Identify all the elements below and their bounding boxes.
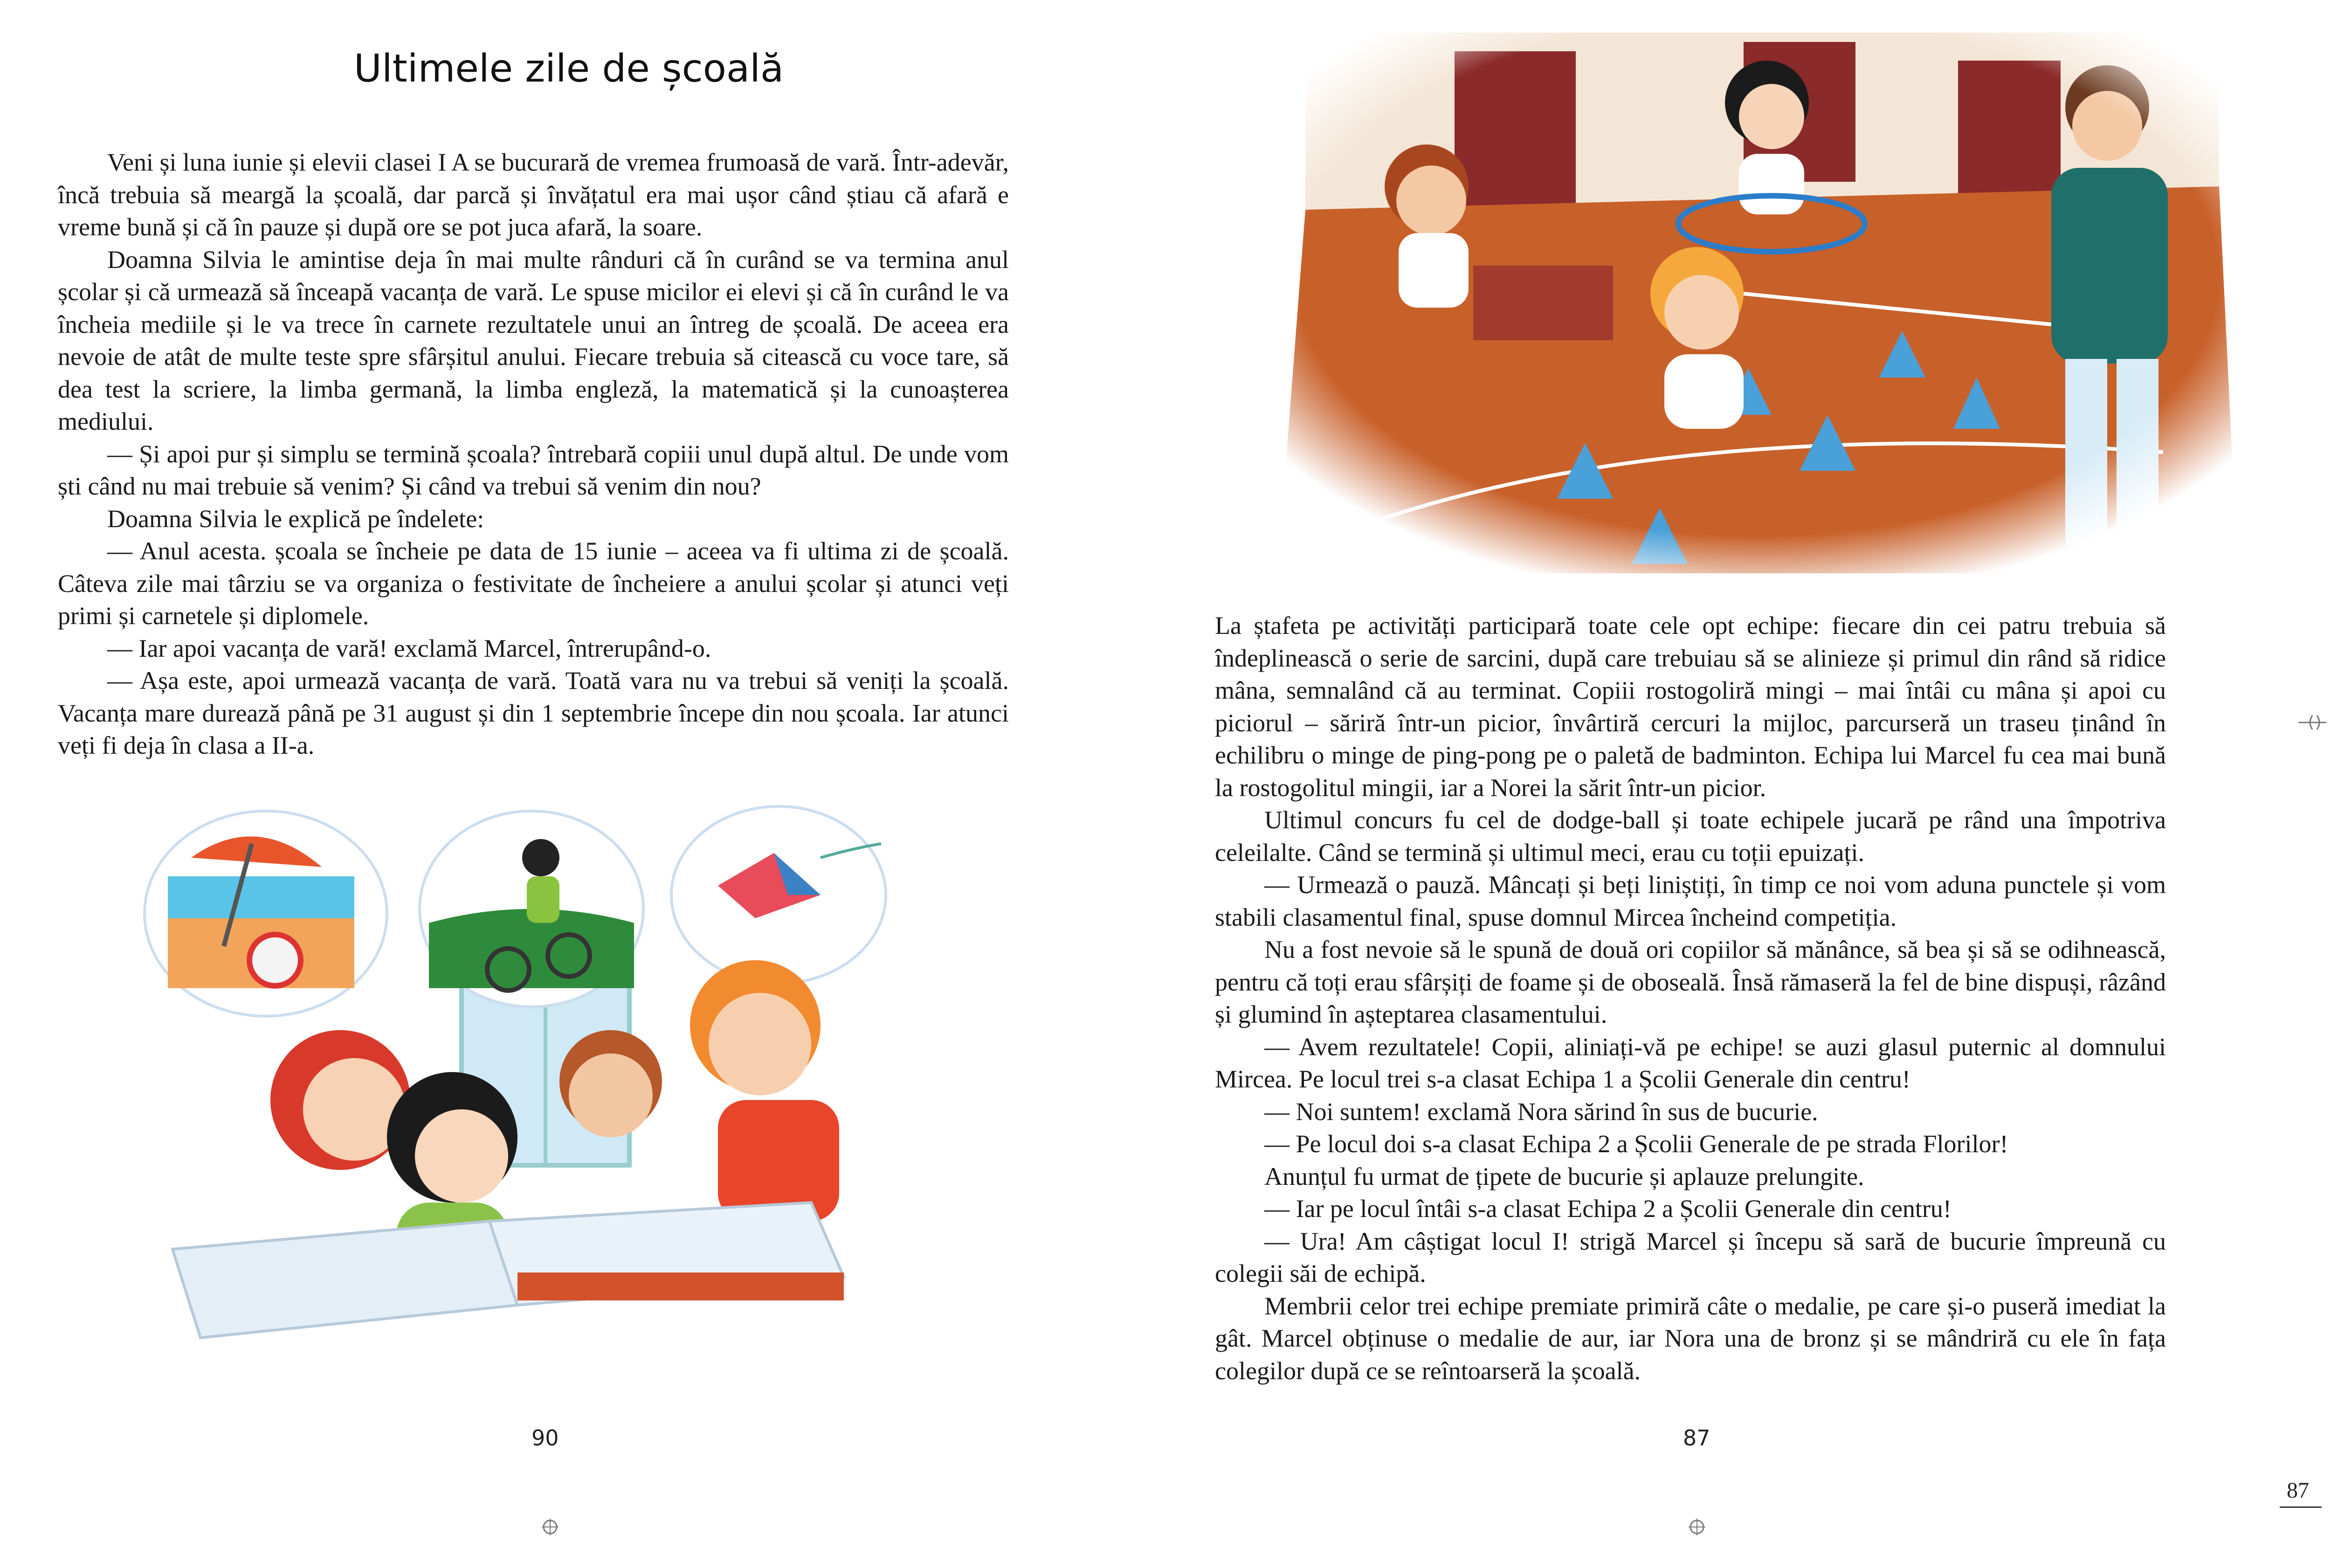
registration-mark-icon <box>1688 1518 1706 1536</box>
paragraph: — Iar pe locul întâi s-a clasat Echipa 2 a Școlii Generale din centru! <box>1264 1195 1952 1223</box>
page-title: Ultimele zile de școală <box>353 47 784 91</box>
paragraph: — Urmează o pauză. Mâncați și beți liniștiți, în timp ce noi vom aduna punctele și vom stabili clasamentul final, spuse domnul Mircea încheind competiția. <box>1215 871 2166 931</box>
paragraph: — Anul acesta. școala se încheie pe data de 15 iunie – aceea va fi ultima zi de școală. Câteva zile mai târziu se va organiza o festivitate de încheiere a anului școlar și atunci veți primi și carnetele și diplomele. <box>58 537 1009 630</box>
classroom-illustration <box>135 802 974 1375</box>
right-page-text <box>1215 610 2166 1387</box>
gym-illustration <box>1277 33 2238 573</box>
paragraph: — Și apoi pur și simplu se termină școala? întrebară copiii unul după altul. De unde vom ști când nu mai trebuie să venim? Și când va trebui să venim din nou? <box>58 440 1009 500</box>
paragraph: Doamna Silvia le explică pe îndelete: <box>107 504 484 533</box>
left-page <box>0 0 1128 1568</box>
bicycle-thought-bubble <box>420 811 643 1007</box>
registration-mark-icon <box>541 1518 559 1536</box>
left-page-text <box>58 146 1009 762</box>
paragraph: Ultimul concurs fu cel de dodge-ball și toate echipele jucară pe rând una împotriva celeilalte. Când se termină și ultimul meci, erau cu toții epuizați. <box>1215 806 2166 867</box>
paragraph: — Noi suntem! exclamă Nora sărind în sus de bucurie. <box>1264 1097 1818 1126</box>
paragraph: La ștafeta pe activități participară toate cele opt echipe: fiecare din cei patru trebuia să îndeplinească o serie de sarcini, după care trebuiau să se alinieze și primul din rând să ridice mâna, semnalând că au terminat. Copiii rostogoliră mingi – mai întâi cu mâna și apoi cu piciorul – săriră într-un picior, învârtiră cercuri la mijloc, parcurseră un traseu ținând în echilibru o minge de ping-pong pe o paletă de badminton. Echipa lui Marcel fu cea mai bună la rostogolitul mingii, iar a Norei la sărit într-un picior. <box>1215 612 2166 802</box>
paragraph: — Așa este, apoi urmează vacanța de vară. Toată vara nu va trebui să veniți la școală. Vacanța mare durează până pe 31 august și din 1 septembrie începe din nou școala. Iar atunci veți fi deja în clasa a II-a. <box>58 667 1009 759</box>
corner-rule <box>2280 1506 2322 1508</box>
paragraph: Veni și luna iunie și elevii clasei I A se bucurară de vremea frumoasă de vară. Într-adevăr, încă trebuia să meargă la școală, dar parcă și învățatul era mai ușor când știau că afară e vreme bună și că în pauze și după ore se pot juca afară, la soare. <box>58 148 1009 241</box>
paragraph: — Avem rezultatele! Copii, aliniați-vă pe echipe! se auzi glasul puternic al domnului Mircea. Pe locul trei s-a clasat Echipa 1 a Școlii Generale din centru! <box>1215 1032 2166 1093</box>
paragraph: — Iar apoi vacanța de vară! exclamă Marcel, întrerupând-o. <box>107 634 711 662</box>
paragraph: — Pe locul doi s-a clasat Echipa 2 a Școlii Generale de pe strada Florilor! <box>1264 1130 2008 1158</box>
paragraph: — Ura! Am câștigat locul I! strigă Marcel și începu să sară de bucurie împreună cu colegii săi de echipă. <box>1215 1227 2166 1287</box>
beach-thought-bubble <box>145 811 387 1016</box>
paragraph: Doamna Silvia le amintise deja în mai multe rânduri că în curând se va termina anul școlar și că urmează să înceapă vacanța de vară. Le spuse micilor ei elevi și că în curând le va încheia mediile și le va trece în carnete rezultatele unui an întreg de școală. De aceea era nevoie de atât de multe teste spre sfârșitul anului. Fiecare trebuia să citească cu voce tare, să dea test la scriere, la limba germană, la limba engleză, la matematică și la cunoașterea mediului. <box>58 245 1009 435</box>
paragraph: Membrii celor trei echipe premiate primiră câte o medalie, pe care și-o puseră imediat la gât. Marcel obținuse o medalie de aur, iar Nora una de bronz și se mândriră cu ele în fața colegilor după ce se reîntoarseră la școală. <box>1215 1292 2166 1385</box>
crop-mark-icon <box>2294 711 2331 734</box>
right-page-number: 87 <box>1683 1425 1710 1451</box>
kite-thought-bubble <box>671 806 886 983</box>
paragraph: Nu a fost nevoie să le spună de două ori copiilor să mănânce, să bea și să se odihnească, pentru că toți erau sfârșiți de foame și de oboseală. Însă rămaseră la fel de bine dispuși, râzând și glumind în așteptarea clasamentului. <box>1215 935 2166 1028</box>
left-page-number: 90 <box>531 1425 559 1451</box>
corner-page-number: 87 <box>2287 1478 2309 1503</box>
paragraph: Anunțul fu urmat de țipete de bucurie și aplauze prelungite. <box>1264 1162 1864 1190</box>
